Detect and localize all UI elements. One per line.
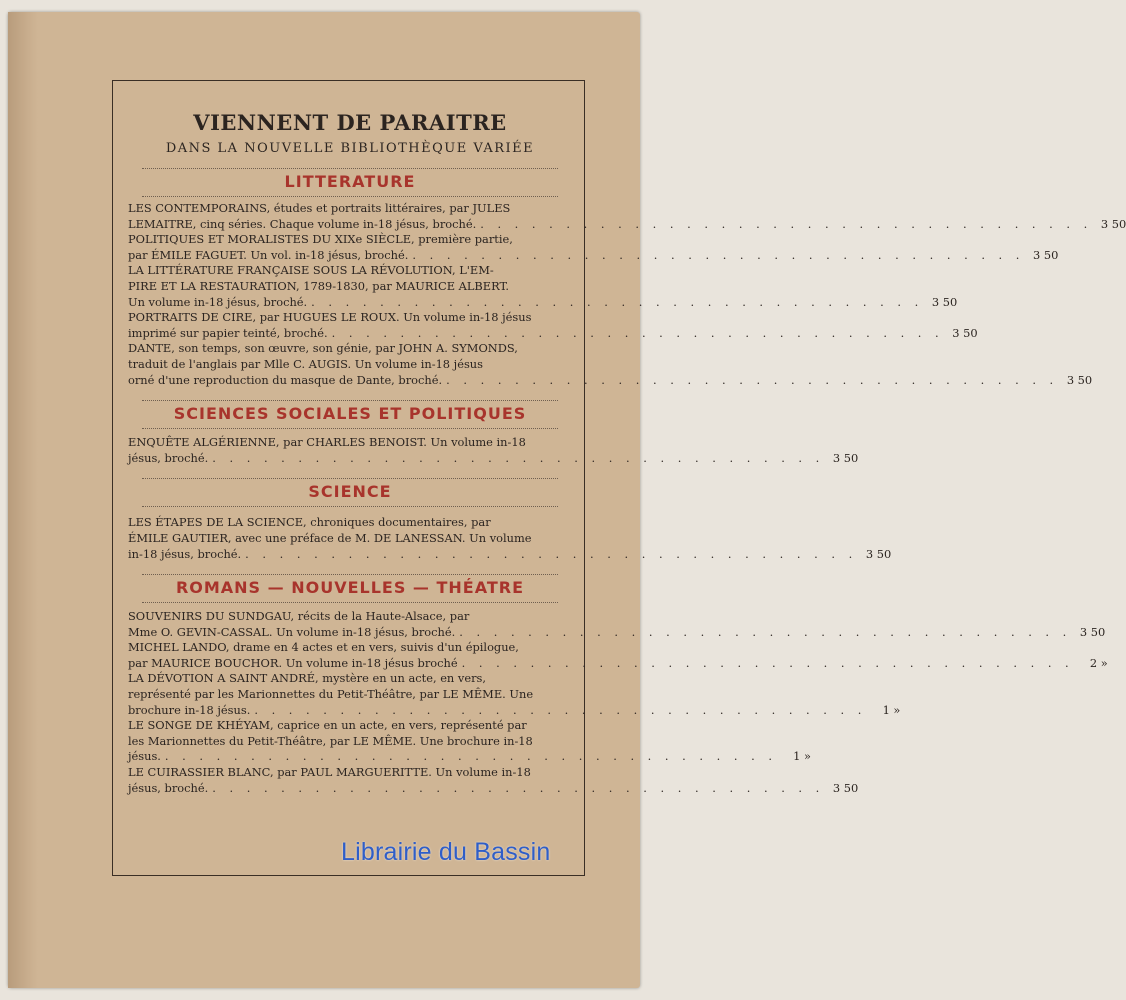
entry-price: 3 50: [832, 780, 859, 795]
entry-line: les Marionnettes du Petit-Théâtre, par LE MÊME. Une brochure in-18: [128, 733, 533, 748]
entry-price: 1 »: [793, 749, 811, 764]
entry-line: LE CUIRASSIER BLANC, par PAUL MARGUERITTE. Un volume in-18: [128, 765, 531, 780]
catalogue-entry: [128, 765, 859, 796]
entry-price-line: [128, 624, 1106, 641]
leader-dots: . . . . . . . . . . . . . . . . . . . . . . . . . . . . . . . . . . . .: [412, 247, 1025, 262]
leader-dots: . . . . . . . . . . . . . . . . . . . . . . . . . . . . . . . . . . . .: [254, 702, 867, 717]
entry-price-line: [128, 450, 859, 467]
section-title: LITTERATURE: [284, 172, 416, 191]
bookseller-watermark: Librairie du Bassin: [341, 838, 551, 866]
page-subtitle: DANS LA NOUVELLE BIBLIOTHÈQUE VARIÉE: [165, 141, 535, 156]
leader-dots: . . . . . . . . . . . . . . . . . . . . . . . . . . . . . . . . . . . .: [446, 372, 1059, 387]
entry-line: Un volume in-18 jésus, broché.: [128, 294, 308, 309]
leader-dots: . . . . . . . . . . . . . . . . . . . . . . . . . . . . . . . . . . . .: [212, 450, 825, 465]
entry-line: traduit de l'anglais par Mlle C. AUGIS. Un volume in-18 jésus: [128, 356, 483, 371]
entry-line: LA DÉVOTION A SAINT ANDRÉ, mystère en un acte, en vers,: [128, 671, 486, 686]
catalogue-entry: [128, 515, 892, 562]
entry-line: LES ÉTAPES DE LA SCIENCE, chroniques documentaires, par: [128, 515, 491, 530]
entry-price: 3 50: [931, 294, 958, 309]
entry-line: brochure in-18 jésus.: [128, 702, 251, 717]
catalogue-entry: [128, 341, 1093, 388]
entry-price-line: [128, 655, 1108, 672]
entry-line: orné d'une reproduction du masque de Dante, broché.: [128, 372, 443, 387]
entry-line: LEMAITRE, cinq séries. Chaque volume in-18 jésus, broché.: [128, 216, 477, 231]
entry-line: imprimé sur papier teinté, broché.: [128, 325, 328, 340]
entry-price-line: [128, 372, 1093, 389]
entry-line: représenté par les Marionnettes du Petit-Théâtre, par LE MÊME. Une: [128, 687, 534, 702]
entry-price: 3 50: [1066, 372, 1093, 387]
leader-dots: . . . . . . . . . . . . . . . . . . . . . . . . . . . . . . . . . . . .: [331, 325, 944, 340]
entry-line: POLITIQUES ET MORALISTES DU XIXe SIÈCLE, première partie,: [128, 232, 513, 247]
entry-price-line: [128, 702, 901, 719]
entry-price: 3 50: [1079, 624, 1106, 639]
entry-line: jésus, broché.: [128, 780, 209, 795]
entry-price: 2 »: [1089, 655, 1108, 670]
section-title: SCIENCE: [308, 482, 392, 502]
catalogue-content: [128, 108, 1126, 796]
leader-dots: . . . . . . . . . . . . . . . . . . . . . . . . . . . . . . . . . . . .: [461, 655, 1074, 670]
entry-line: par ÉMILE FAGUET. Un vol. in-18 jésus, broché.: [128, 247, 409, 262]
catalogue-entry: [128, 435, 859, 466]
leader-dots: . . . . . . . . . . . . . . . . . . . . . . . . . . . . . . . . . . . .: [164, 749, 777, 764]
entry-price: 1 »: [882, 702, 901, 717]
entry-line: PORTRAITS DE CIRE, par HUGUES LE ROUX. Un volume in-18 jésus: [128, 310, 532, 325]
entry-line: LES CONTEMPORAINS, études et portraits littéraires, par JULES: [128, 201, 511, 215]
entry-line: LE SONGE DE KHÉYAM, caprice en un acte, en vers, représenté par: [128, 718, 527, 733]
entry-price-line: [128, 294, 958, 311]
catalogue-entry: [128, 201, 1126, 232]
entry-line: ENQUÊTE ALGÉRIENNE, par CHARLES BENOIST. Un volume in-18: [128, 435, 526, 450]
entry-price-line: [128, 749, 811, 765]
entry-price-line: [128, 325, 978, 342]
section-divider: [142, 168, 558, 169]
entry-line: SOUVENIRS DU SUNDGAU, récits de la Haute-Alsace, par: [128, 609, 470, 624]
entry-price: 3 50: [865, 546, 892, 561]
entry-price-line: [128, 216, 1126, 233]
page-title: VIENNENT DE PARAITRE: [193, 110, 507, 135]
leader-dots: . . . . . . . . . . . . . . . . . . . . . . . . . . . . . . . . . . . .: [480, 216, 1093, 231]
catalogue-entry: [128, 718, 811, 765]
leader-dots: . . . . . . . . . . . . . . . . . . . . . . . . . . . . . . . . . . . .: [311, 294, 924, 309]
entry-price-line: [128, 780, 859, 797]
section-title: ROMANS — NOUVELLES — THÉATRE: [175, 578, 525, 598]
entry-price-line: [128, 247, 1059, 264]
section-divider: [142, 602, 558, 603]
entry-price: 3 50: [832, 450, 859, 465]
catalogue-entry: [128, 232, 1059, 263]
entry-line: in-18 jésus, broché.: [128, 546, 242, 561]
entry-line: DANTE, son temps, son œuvre, son génie, par JOHN A. SYMONDS,: [128, 341, 518, 356]
catalogue-entry: [128, 671, 901, 718]
entry-price-line: [128, 546, 892, 563]
entry-line: jésus.: [128, 749, 161, 764]
catalogue-sections: [128, 168, 1126, 796]
leader-dots: . . . . . . . . . . . . . . . . . . . . . . . . . . . . . . . . . . . .: [245, 546, 858, 561]
leader-dots: . . . . . . . . . . . . . . . . . . . . . . . . . . . . . . . . . . . .: [212, 780, 825, 795]
entry-line: LA LITTÉRATURE FRANÇAISE SOUS LA RÉVOLUTION, L'EM-: [128, 263, 494, 278]
entry-price: 3 50: [1033, 247, 1059, 262]
section-divider: [142, 506, 558, 507]
entry-line: MICHEL LANDO, drame en 4 actes et en vers, suivis d'un épilogue,: [128, 640, 519, 655]
entry-line: ÉMILE GAUTIER, avec une préface de M. DE LANESSAN. Un volume: [128, 530, 532, 545]
section-divider: [142, 428, 558, 429]
entry-price: 3 50: [1100, 216, 1126, 231]
entry-line: Mme O. GEVIN-CASSAL. Un volume in-18 jésus, broché.: [128, 624, 456, 639]
section-divider: [142, 478, 558, 479]
catalogue-entry: [128, 263, 958, 310]
section-title: SCIENCES SOCIALES ET POLITIQUES: [173, 404, 527, 424]
section-divider: [142, 574, 558, 575]
entry-price: 3 50: [952, 325, 978, 340]
entry-line: PIRE ET LA RESTAURATION, 1789-1830, par MAURICE ALBERT.: [128, 278, 510, 293]
catalogue-entry: [128, 640, 1108, 671]
leader-dots: . . . . . . . . . . . . . . . . . . . . . . . . . . . . . . . . . . . .: [459, 624, 1072, 639]
catalogue-entry: [128, 609, 1106, 640]
catalogue-entry: [128, 310, 978, 341]
section-divider: [142, 196, 558, 197]
section-divider: [142, 400, 558, 401]
entry-line: par MAURICE BOUCHOR. Un volume in-18 jésus broché: [128, 655, 458, 670]
entry-line: jésus, broché.: [128, 450, 209, 465]
